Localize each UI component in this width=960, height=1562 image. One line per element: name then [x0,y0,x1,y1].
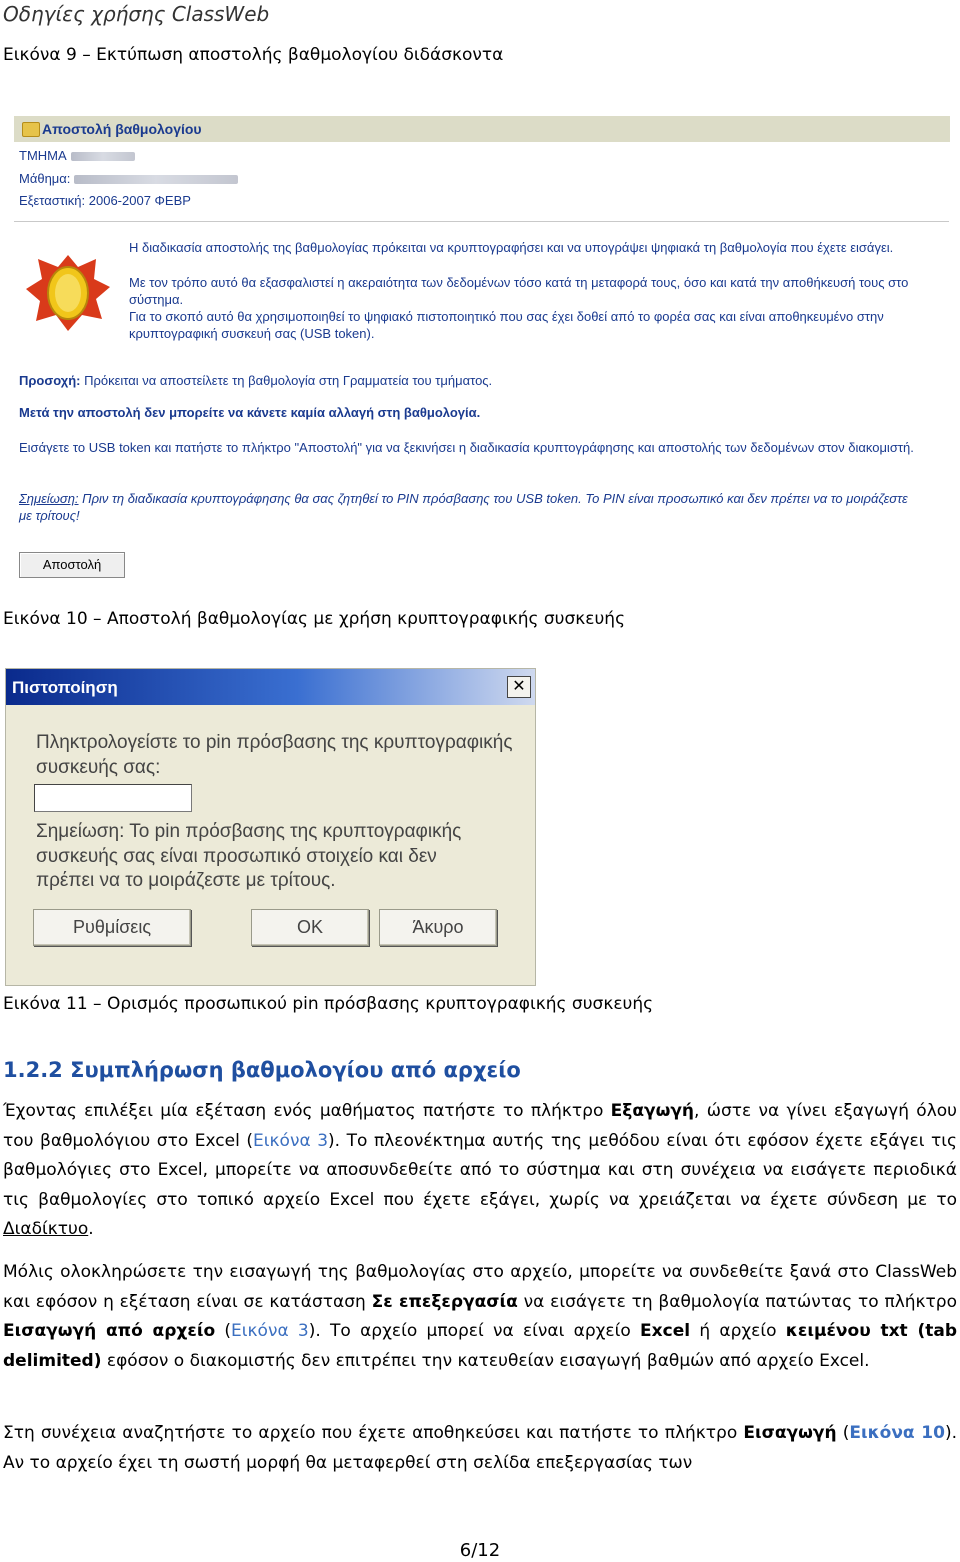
text-run: να εισάγετε τη βαθμολογία πατώντας το πλήκτρο [517,1291,957,1312]
pin-prompt-line-1: Πληκτρολογείστε το pin πρόσβασης της κρυπτογραφικής [36,732,513,753]
figure-9-caption: Εικόνα 9 – Εκτύπωση αποστολής βαθμολογίου διδάσκοντα [3,45,504,65]
excel-term: Excel [640,1321,691,1341]
document-header-title: Οδηγίες χρήσης ClassWeb [3,2,270,26]
exam-period: Εξεταστική: 2006-2007 ΦΕΒΡ [19,193,191,208]
send-button[interactable]: Αποστολή [19,552,125,578]
intro-paragraph-1: Η διαδικασία αποστολής της βαθμολογίας πρόκειται να κρυπτογραφήσει και να υπογράψει ψηφιακά τη βαθμολογία που έχετε εισάγει. [129,240,894,255]
text-run: ( [836,1423,850,1443]
txt-term: κειμένου txt (tab delimited) [3,1321,957,1371]
pin-prompt-line-2: συσκευής σας: [36,757,161,778]
text-run: εφόσον ο διακομιστής δεν επιτρέπει την κατευθείαν εισαγωγή βαθμών από αρχείο Excel. [101,1350,870,1371]
intro-paragraph-2: Με τον τρόπο αυτό θα εξασφαλιστεί η ακεραιότητα των δεδομένων τόσο κατά τη μεταφορά τους, όσο και κατά την αποθήκευσή τους στο σύστημα. [129,275,909,307]
redacted-course [74,175,238,184]
usb-instruction: Εισάγετε το USB token και πατήστε το πλήκτρο "Αποστολή" για να ξεκινήσει η διαδικασία κρυπτογράφησης και αποστολής των δεδομένων στον διακομιστή. [19,440,914,455]
attention-label: Προσοχή: [19,373,81,388]
department-row [19,148,135,163]
paragraph-export [3,1097,957,1245]
paragraph-search [3,1419,957,1478]
text-run: . [88,1219,94,1239]
no-changes-warning: Μετά την αποστολή δεν μπορείτε να κάνετε καμία αλλαγή στη βαθμολογία. [19,405,481,420]
dialog-note-line-2: συσκευής σας είναι προσωπικό στοιχείο και δεν [36,846,437,867]
text-run: ). Το πλεονέκτημα αυτής της μεθόδου είναι ότι εφόσον έχετε εξάγει τις βαθμολόγιες στο Excel, μπορείτε να αποσυνδεθείτε από το σύστημα και στη συνέχεια να εισάγετε περιοδικά τις βαθμολογίες στο τοπικό αρχείο Excel που έχετε εξάγει, χωρίς να χρειάζεται να έχετε σύνδεση με το [3,1130,957,1210]
dialog-note-line-3: πρέπει να το μοιράζεστε με τρίτους. [36,870,336,891]
security-seal-icon [26,253,110,331]
figure-10-caption: Εικόνα 10 – Αποστολή βαθμολογίας με χρήση κρυπτογραφικής συσκευής [3,609,626,629]
pin-input[interactable] [34,784,192,812]
export-term: Εξαγωγή [610,1101,695,1121]
folder-icon [22,122,40,137]
text-run: , ώστε να γίνει εξαγωγή όλου του βαθμολόγιου στο Excel ( [3,1101,958,1151]
attention-line [19,372,939,389]
ok-button[interactable]: OK [251,909,369,946]
figure-3-link[interactable]: Εικόνα 3 [231,1321,309,1341]
settings-button[interactable]: Ρυθμίσεις [33,909,191,946]
figure-3-link[interactable]: Εικόνα 3 [253,1130,329,1151]
dialog-title-bar [6,669,535,705]
text-run: ). Το αρχείο μπορεί να είναι αρχείο [308,1321,641,1341]
cancel-button[interactable]: Άκυρο [379,909,497,946]
text-run: Έχοντας επιλέξει μία εξέταση ενός μαθήματος πατήστε το πλήκτρο [3,1101,611,1121]
figure-10-link[interactable]: Εικόνα 10 [849,1423,945,1443]
dialog-note-line-1: Σημείωση: Το pin πρόσβασης της κρυπτογραφικής [36,821,462,842]
panel-title-bar [14,116,950,142]
text-run: ( [215,1321,232,1341]
figure-11-caption: Εικόνα 11 – Ορισμός προσωπικού pin πρόσβασης κρυπτογραφικής συσκευής [3,994,654,1014]
text-run: Μόλις ολοκληρώσετε την εισαγωγή της βαθμολογίας στο αρχείο, μπορείτε να συνδεθείτε ξανά στο ClassWeb και εφόσον η εξέταση είναι σε κατάσταση [3,1262,957,1312]
course-label: Μάθημα: [19,171,71,186]
attention-text: Πρόκειται να αποστείλετε τη βαθμολογία στη Γραμματεία του τμήματος. [80,373,493,388]
section-heading: 1.2.2 Συμπλήρωση βαθμολογίου από αρχείο [3,1058,521,1082]
internet-term: Διαδίκτυο [3,1219,89,1239]
divider [14,221,949,222]
close-icon[interactable]: ✕ [507,676,531,698]
redacted-department [71,152,135,161]
page-number: 6/12 [459,1540,501,1561]
text-run: ). Αν το αρχείο έχει τη σωστή μορφή θα μεταφερθεί στη σελίδα επεξεργασίας των [3,1423,957,1473]
send-grades-screenshot [14,116,952,586]
editing-state-term: Σε επεξεργασία [371,1291,518,1312]
import-from-file-term: Εισαγωγή από αρχείο [3,1321,216,1341]
import-term: Εισαγωγή [743,1423,837,1443]
department-label: ΤΜΗΜΑ [19,148,67,163]
note-label: Σημείωση: [19,491,79,506]
dialog-title: Πιστοποίηση [12,678,118,697]
intro-paragraph-3: Για το σκοπό αυτό θα χρησιμοποιηθεί το ψηφιακό πιστοποιητικό που σας έχει δοθεί από το φορέα σας και είναι αποθηκευμένο στην κρυπτογραφική συσκευή σας (USB token). [129,309,884,341]
note-text: Πριν τη διαδικασία κρυπτογράφησης θα σας ζητηθεί το PIN πρόσβασης του USB token. Το PIN είναι προσωπικό και δεν πρέπει να το μοιράζεστε με τρίτους! [19,491,908,523]
pin-auth-dialog [5,668,536,986]
text-run: ή αρχείο [690,1321,786,1341]
pin-note [19,490,924,524]
paragraph-import [3,1258,957,1376]
panel-title: Αποστολή βαθμολογίου [42,121,202,137]
course-row [19,171,238,186]
text-run: Στη συνέχεια αναζητήστε το αρχείο που έχετε αποθηκεύσει και πατήστε το πλήκτρο [3,1423,744,1443]
